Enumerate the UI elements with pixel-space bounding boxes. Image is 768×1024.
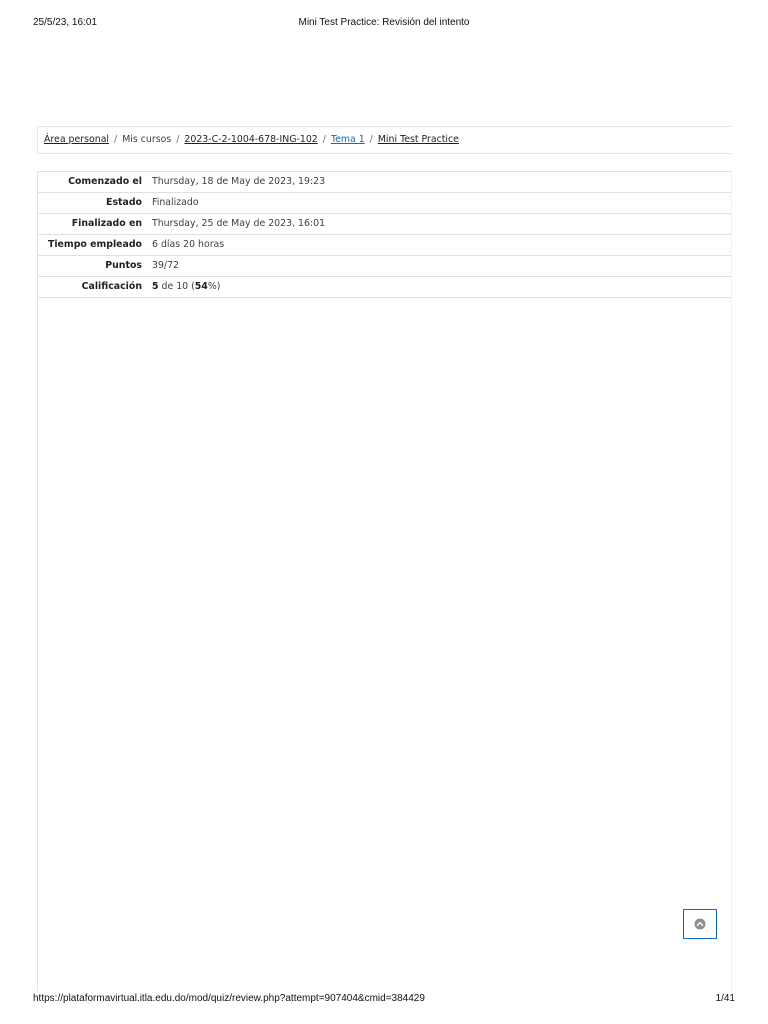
breadcrumb-bar	[37, 126, 732, 154]
row-label: Calificación	[81, 281, 142, 292]
breadcrumb-item-mis-cursos: Mis cursos	[122, 134, 172, 145]
row-label: Tiempo empleado	[47, 239, 142, 250]
breadcrumb-separator: /	[176, 134, 180, 145]
scroll-to-top-button[interactable]	[683, 909, 717, 939]
grade-score: 5	[152, 281, 159, 292]
table-row	[38, 172, 731, 193]
main-content	[37, 171, 732, 991]
breadcrumb	[44, 134, 459, 145]
row-label: Comenzado el	[68, 176, 142, 187]
print-header	[33, 17, 735, 31]
print-footer	[33, 993, 735, 1007]
grade-percent: 54	[194, 281, 208, 292]
table-row	[38, 214, 731, 235]
breadcrumb-separator: /	[369, 134, 373, 145]
breadcrumb-item-tema-1[interactable]: Tema 1	[330, 134, 365, 145]
row-label: Finalizado en	[71, 218, 142, 229]
table-row	[38, 256, 731, 277]
print-page-number: 1/41	[715, 993, 735, 1004]
row-value: 39/72	[152, 260, 180, 271]
breadcrumb-item-mini-test[interactable]: Mini Test Practice	[377, 134, 459, 145]
row-value: 6 días 20 horas	[152, 239, 225, 250]
breadcrumb-separator: /	[114, 134, 118, 145]
print-url: https://plataformavirtual.itla.edu.do/mod/quiz/review.php?attempt=907404&cmid=384429	[33, 993, 425, 1004]
row-value: Finalizado	[152, 197, 199, 208]
row-label: Estado	[106, 197, 142, 208]
table-row	[38, 277, 731, 298]
row-value: Thursday, 18 de May de 2023, 19:23	[152, 176, 326, 187]
grade-value	[147, 277, 731, 298]
breadcrumb-separator: /	[322, 134, 326, 145]
grade-middle: de 10 (	[158, 281, 195, 292]
print-date: 25/5/23, 16:01	[33, 17, 97, 28]
breadcrumb-item-area-personal[interactable]: Área personal	[44, 134, 110, 145]
row-value: Thursday, 25 de May de 2023, 16:01	[152, 218, 326, 229]
breadcrumb-item-course[interactable]: 2023-C-2-1004-678-ING-102	[184, 134, 318, 145]
attempt-summary-table	[38, 171, 731, 298]
grade-suffix: %)	[207, 281, 221, 292]
row-label: Puntos	[105, 260, 142, 271]
print-title: Mini Test Practice: Revisión del intento	[298, 17, 470, 28]
table-row	[38, 235, 731, 256]
table-row	[38, 193, 731, 214]
chevron-up-circle-icon	[694, 918, 706, 930]
